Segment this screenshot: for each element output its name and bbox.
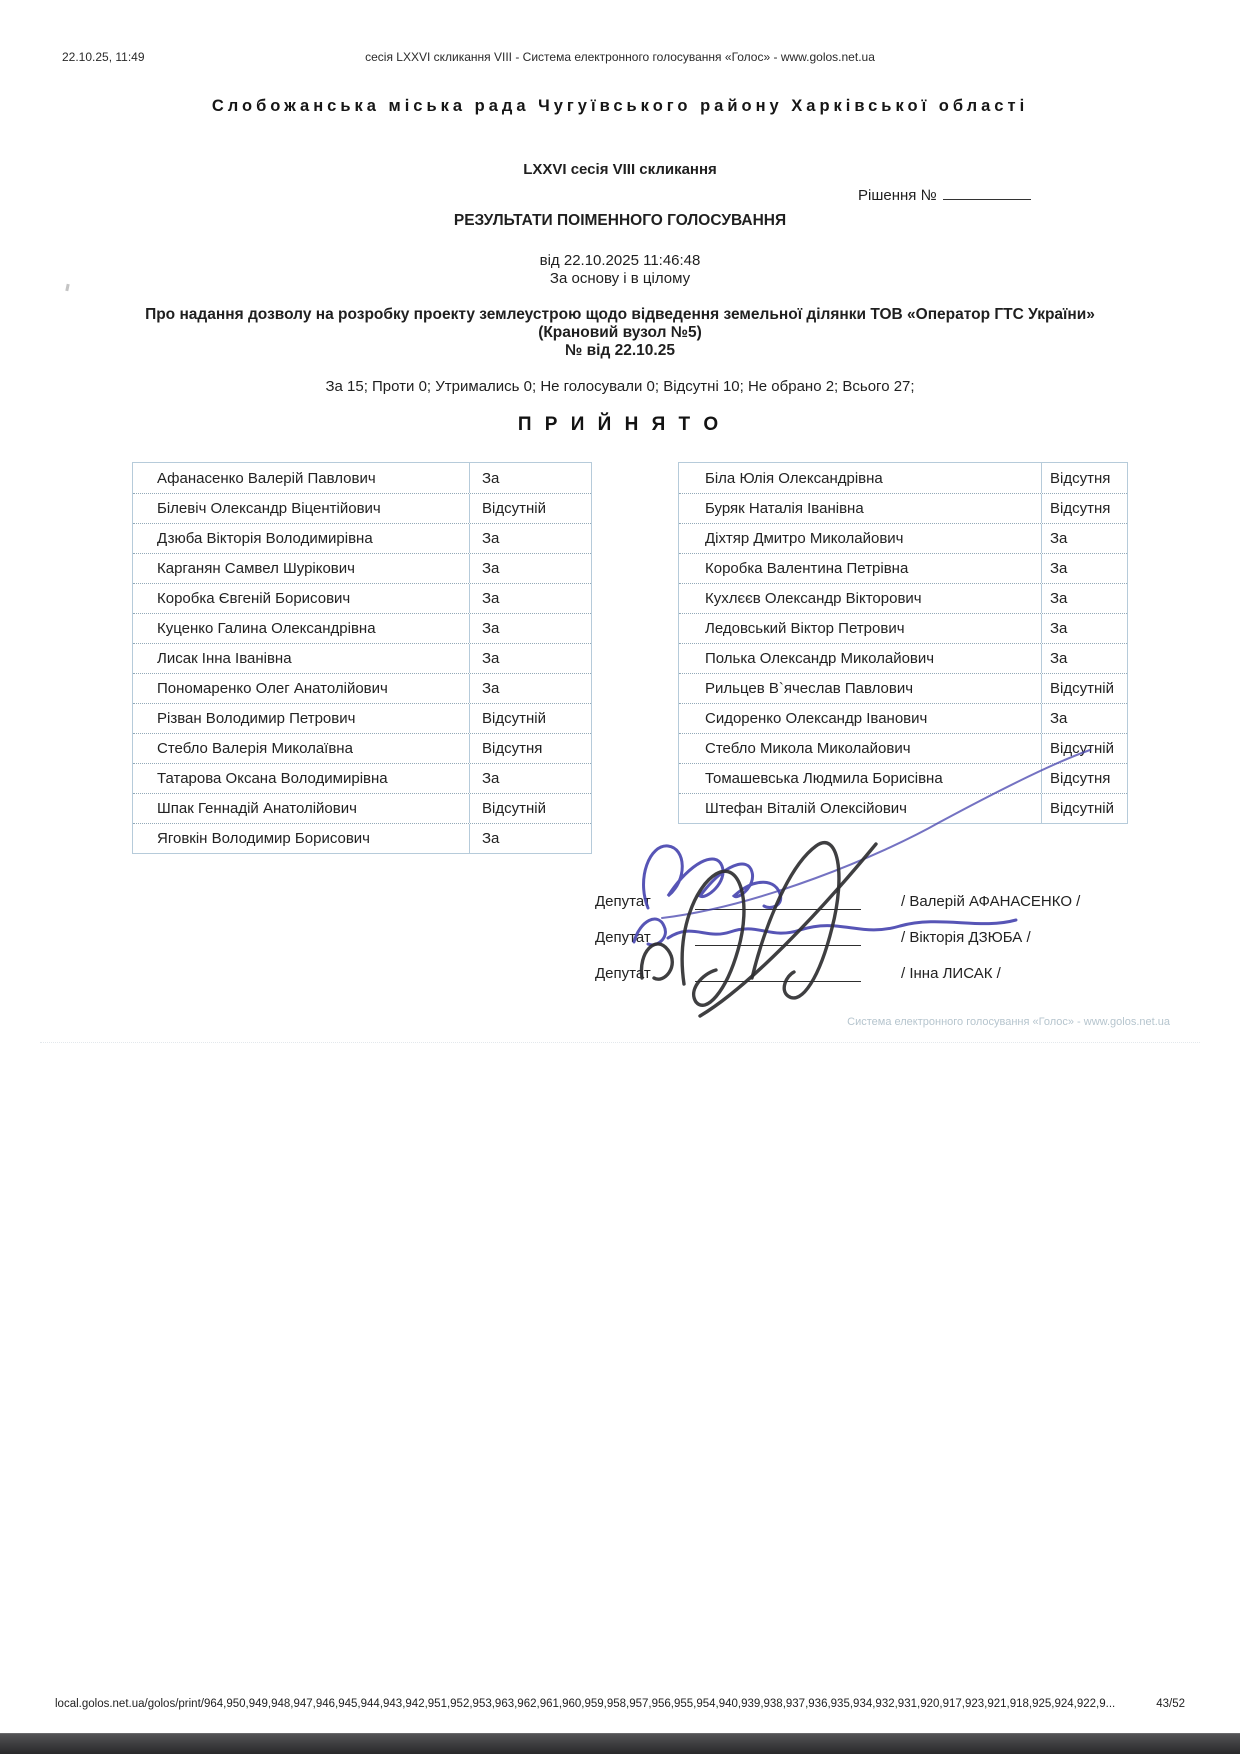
vote-table-left [132, 462, 592, 854]
deputy-name-cell: Коробка Валентина Петрівна [705, 560, 909, 577]
table-row [679, 493, 1127, 523]
table-row [679, 553, 1127, 583]
deputy-name-cell: Кухлєєв Олександр Вікторович [705, 590, 922, 607]
table-row [679, 643, 1127, 673]
vote-value-cell: Відсутній [469, 704, 591, 733]
vote-value-cell: Відсутня [1041, 764, 1127, 793]
vote-value-cell: Відсутній [469, 794, 591, 823]
deputy-name-cell: Буряк Наталія Іванівна [705, 500, 864, 517]
table-row [679, 763, 1127, 793]
results-heading: РЕЗУЛЬТАТИ ПОІМЕННОГО ГОЛОСУВАННЯ [453, 212, 787, 229]
signature-line [695, 962, 861, 982]
signature-role-label: Депутат [595, 929, 651, 946]
print-header-title: сесія LXXVI скликання VIII - Система електронного голосування «Голос» - www.golos.net.ua [365, 50, 875, 64]
table-row [133, 463, 591, 493]
table-row [133, 673, 591, 703]
subject-line-2: (Крановий вузол №5) [538, 324, 702, 341]
deputy-name-cell: Сидоренко Олександр Іванович [705, 710, 928, 727]
signature-role-label: Депутат [595, 965, 651, 982]
vote-value-cell: За [469, 463, 591, 493]
vote-value-cell: За [1041, 644, 1127, 673]
scan-artifact-line [40, 1042, 1200, 1043]
vote-value-cell: За [469, 524, 591, 553]
footer-url: local.golos.net.ua/golos/print/964,950,949,948,947,946,945,944,943,942,951,952,953,963,962,961,960,959,958,957,956,955,954,940,939,938,937,936,935,934,932,931,920,917,923,921,918,925,924,922,9... [55, 1698, 1116, 1710]
deputy-name-cell: Штефан Віталій Олексійович [705, 800, 907, 817]
deputy-name-cell: Ледовський Віктор Петрович [705, 620, 905, 637]
vote-basis: За основу і в цілому [549, 270, 691, 287]
table-row [133, 733, 591, 763]
deputy-name-cell: Томашевська Людмила Борисівна [705, 770, 943, 787]
table-row [133, 823, 591, 853]
table-row [679, 733, 1127, 763]
decision-number-label: Рішення № [858, 187, 937, 204]
signature-name: / Валерій АФАНАСЕНКО / [901, 893, 1081, 910]
deputy-name-cell: Діхтяр Дмитро Миколайович [705, 530, 904, 547]
signature-name: / Вікторія ДЗЮБА / [901, 929, 1031, 946]
vote-value-cell: За [1041, 524, 1127, 553]
table-row [679, 793, 1127, 823]
table-row [133, 703, 591, 733]
print-header-datetime: 22.10.25, 11:49 [62, 50, 145, 64]
vote-value-cell: За [1041, 614, 1127, 643]
vote-value-cell: За [469, 644, 591, 673]
signature-row [595, 876, 1080, 912]
table-row [679, 703, 1127, 733]
signature-block [595, 876, 1080, 984]
table-row [133, 643, 591, 673]
vote-subject [40, 306, 1200, 360]
table-row [679, 463, 1127, 493]
deputy-name-cell: Пономаренко Олег Анатолійович [157, 680, 388, 697]
session-title: LXXVI сесія VIII скликання [523, 161, 717, 178]
deputy-name-cell: Стебло Микола Миколайович [705, 740, 911, 757]
table-row [679, 583, 1127, 613]
decision-number [858, 186, 1031, 204]
decision-number-blank-line [943, 186, 1031, 200]
deputy-name-cell: Яговкін Володимир Борисович [157, 830, 370, 847]
vote-value-cell: За [1041, 704, 1127, 733]
subject-line-1: Про надання дозволу на розробку проекту землеустрою щодо відведення земельної ділянки ТОВ «Оператор ГТС України» [145, 306, 1095, 323]
system-watermark: Система електронного голосування «Голос» - www.golos.net.ua [847, 1016, 1170, 1028]
subject-line-3: № від 22.10.25 [565, 342, 675, 359]
vote-value-cell: Відсутній [1041, 794, 1127, 823]
table-row [679, 673, 1127, 703]
footer-page-number: 43/52 [1156, 1698, 1185, 1710]
table-row [133, 763, 591, 793]
signature-row [595, 912, 1080, 948]
vote-value-cell: Відсутній [1041, 734, 1127, 763]
deputy-name-cell: Татарова Оксана Володимирівна [157, 770, 388, 787]
deputy-name-cell: Рильцев В`ячеслав Павлович [705, 680, 914, 697]
table-row [133, 793, 591, 823]
scan-artifact-speck [65, 284, 69, 291]
bottom-bar [0, 1733, 1240, 1754]
deputy-name-cell: Полька Олександр Миколайович [705, 650, 935, 667]
signature-line [695, 926, 861, 946]
table-row [133, 493, 591, 523]
vote-value-cell: Відсутня [469, 734, 591, 763]
vote-value-cell: За [469, 554, 591, 583]
table-row [133, 583, 591, 613]
deputy-name-cell: Лисак Інна Іванівна [157, 650, 292, 667]
table-row [133, 553, 591, 583]
vote-value-cell: Відсутній [1041, 674, 1127, 703]
vote-value-cell: Відсутня [1041, 494, 1127, 523]
deputy-name-cell: Куценко Галина Олександрівна [157, 620, 376, 637]
deputy-name-cell: Різван Володимир Петрович [157, 710, 356, 727]
signature-line [695, 890, 861, 910]
table-row [133, 613, 591, 643]
council-title: Слобожанська міська рада Чугуївського району Харківської області [211, 97, 1029, 115]
vote-value-cell: За [469, 824, 591, 853]
vote-table-right [678, 462, 1128, 824]
deputy-name-cell: Білевіч Олександр Віцентійович [157, 500, 381, 517]
result-status: П Р И Й Н Я Т О [517, 414, 723, 435]
table-row [679, 613, 1127, 643]
vote-value-cell: Відсутня [1041, 463, 1127, 493]
signature-name: / Інна ЛИСАК / [901, 965, 1001, 982]
vote-value-cell: За [1041, 554, 1127, 583]
vote-summary: За 15; Проти 0; Утримались 0; Не голосували 0; Відсутні 10; Не обрано 2; Всього 27; [325, 378, 915, 395]
signature-row [595, 948, 1080, 984]
deputy-name-cell: Шпак Геннадій Анатолійович [157, 800, 357, 817]
vote-value-cell: За [469, 584, 591, 613]
vote-value-cell: За [1041, 584, 1127, 613]
vote-value-cell: За [469, 674, 591, 703]
deputy-name-cell: Коробка Євгеній Борисович [157, 590, 351, 607]
table-row [133, 523, 591, 553]
deputy-name-cell: Дзюба Вікторія Володимирівна [157, 530, 373, 547]
vote-datetime: від 22.10.2025 11:46:48 [539, 252, 701, 269]
table-row [679, 523, 1127, 553]
deputy-name-cell: Біла Юлія Олександрівна [705, 469, 883, 487]
vote-value-cell: Відсутній [469, 494, 591, 523]
vote-value-cell: За [469, 614, 591, 643]
deputy-name-cell: Афанасенко Валерій Павлович [157, 469, 376, 487]
vote-value-cell: За [469, 764, 591, 793]
deputy-name-cell: Карганян Самвел Шурікович [157, 560, 355, 577]
deputy-name-cell: Стебло Валерія Миколаївна [157, 740, 353, 757]
signature-role-label: Депутат [595, 893, 651, 910]
